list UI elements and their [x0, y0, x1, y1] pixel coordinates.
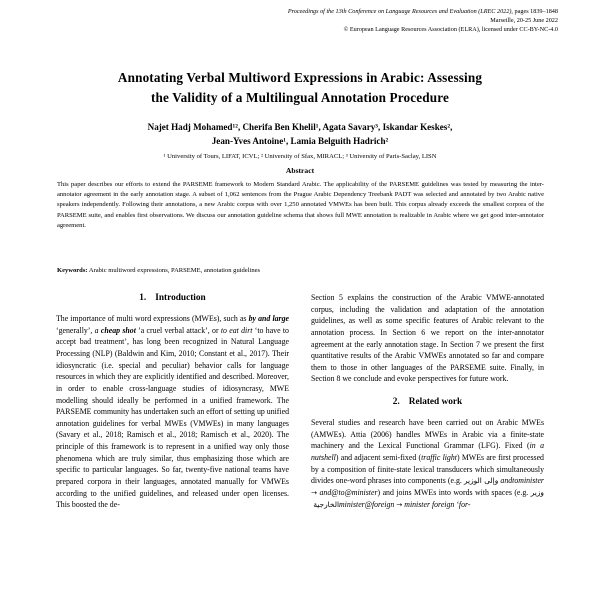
running-header-line1 — [42, 8, 558, 17]
author-list-line1: Najet Hadj Mohamed¹², Cherifa Ben Khelil¹, Agata Savary³, Iskandar Keskes², — [147, 122, 453, 132]
keywords-label: Keywords: — [57, 267, 88, 274]
rw-frag-d: ) and joins MWEs into words with spaces (e.g. — [377, 488, 531, 498]
page-title-line1: Annotating Verbal Multiword Expressions in Arabic: Assessing — [117, 70, 483, 85]
rw-italic-5: minister@foreign — [339, 500, 395, 510]
section-heading-related-work — [311, 396, 544, 408]
intro-frag-a: The importance of multi word expressions (MWEs), such as — [56, 314, 249, 324]
rw-italic-6: minister foreign ‘for- — [404, 500, 471, 510]
section-title-2: Related work — [408, 397, 463, 408]
rw-italic-1: in a nutshell — [311, 441, 544, 463]
rw-italic-3: andtominister — [500, 476, 544, 486]
arrow-glyph-icon: → — [311, 488, 318, 498]
affiliations: ¹ University of Tours, LIFAT, ICVL; ² University of Sfax, MIRACL; ³ University of Paris-Saclay, LISN — [163, 153, 437, 160]
column-right — [311, 292, 544, 511]
rw-italic-2: traffic light — [421, 453, 457, 463]
column-left — [56, 292, 289, 511]
arabic-example-3: الخارجية — [311, 500, 340, 510]
author-list — [46, 120, 554, 148]
arabic-example-2: وزير — [530, 488, 544, 498]
mwe-example-3: to eat dirt — [220, 325, 253, 335]
running-header-line2: Marseille, 20-25 June 2022 — [490, 16, 558, 24]
abstract-heading: Abstract — [285, 166, 315, 175]
section-number-1: 1. — [139, 293, 147, 303]
rw-frag-b: ) and adjacent semi-fixed ( — [335, 453, 422, 463]
proceedings-title: Proceedings of the 13th Conference on Language Resources and Evaluation (LREC 2022) — [287, 8, 512, 15]
proceedings-pages: , pages 1839–1848 — [511, 8, 558, 15]
intro-frag-b: ‘generally’, — [56, 325, 95, 335]
page-title — [52, 68, 548, 108]
right-top-paragraph: Section 5 explains the construction of the Arabic VMWE-annotated corpus, including the validation and adaptation of the annotation guidelines, as well as some specific features of Arabic relevant to the annotation process. In Section 6 we report on the inter-annotator agreement at the early annotation stage. In Section 7 we present the first quantitative results of the Arabic VMWEs annotated so far and compare them to those in other languages of the PARSEME suite. Finally, in Section 8 we conclude and evoke perspectives for future work. — [311, 293, 544, 384]
intro-frag-c: ’a cruel verbal attack’, or — [135, 325, 221, 335]
intro-frag-a2: a — [94, 325, 99, 335]
running-header-line3: © European Language Resources Association (ELRA), licensed under CC-BY-NC-4.0 — [343, 25, 558, 33]
rw-italic-4: and@to@minister — [319, 488, 378, 498]
section-heading-introduction — [56, 292, 289, 304]
rw-frag-a: Several studies and research have been carried out on Arabic MWEs (AMWEs). Attia (2006) handles MWEs in Arabic via a finite-state machinery and the Lexical Functional Grammar (LFG). Fixed ( — [311, 418, 544, 451]
arabic-example-1: وإلى الوزير — [463, 476, 499, 486]
mwe-example-1: by and large — [248, 314, 289, 324]
intro-paragraph — [56, 313, 289, 511]
arrow-glyph-icon-2: → — [396, 500, 403, 510]
keywords-text: Arabic multiword expressions, PARSEME, annotation guidelines — [88, 267, 261, 274]
section-title-1: Introduction — [155, 293, 206, 303]
section-number-2: 2. — [392, 397, 400, 408]
intro-frag-d: ‘to have to accept bad treatment’, has long been recognized in Natural Language Processing (NLP) (Baldwin and Kim, 2010; Constant et al., 2017). Their idiosyncratic (i.e. special and peculiar) behavior calls for language resources in which they are explicitly identified and described. Moreover, in order to enable cross-language studies of idiosyncrasy, MWE modelling should ideally be performed in a unified framework. The PARSEME community has undertaken such an effort of setting up unified annotation guidelines for verbal MWEs (VMWEs) in many languages (Savary et al., 2018; Ramisch et al., 2018; Ramisch et al., 2020). The principle of this framework is to represent in a unified way only those phenomena which are truly similar, thus emphasizing those which are specific to particular languages. So far, twenty-five national teams have prepared corpora in their languages, annotated manually for VMWEs according to the unified guidelines, and released under open licenses. This boosted the de- — [56, 325, 289, 510]
rw-frag-c: ) MWEs are first processed by a composition of finite-state lexical transducers which simultaneously divides one-word phrases into components (e.g. — [311, 453, 544, 486]
running-header — [42, 8, 558, 34]
keywords-line — [57, 266, 544, 276]
author-list-line2: Jean-Yves Antoine¹, Lamia Belguith Hadrich² — [211, 136, 389, 147]
mwe-example-2: cheap shot — [100, 325, 136, 335]
page-title-line2: the Validity of a Multilingual Annotation Procedure — [150, 90, 450, 106]
abstract-body: This paper describes our efforts to extend the PARSEME framework to Modern Standard Arabic. The applicability of the PARSEME guidelines was tested by measuring the inter-annotator agreement in the early annotation stage. A subset of 1,062 sentences from the Prague Arabic Dependency Treebank PADT was selected and annotated by two Arabic native speakers independently. Following their annotations, a new Arabic corpus with over 1,250 annotated VMWEs has been built. This corpus already exceeds the smallest corpora of the PARSEME suite, and enables first observations. We discuss our annotation guideline schema that shows full MWE annotation is realizable in Arabic where we get good inter-annotator agreement. — [57, 181, 544, 229]
related-work-paragraph — [311, 417, 544, 511]
